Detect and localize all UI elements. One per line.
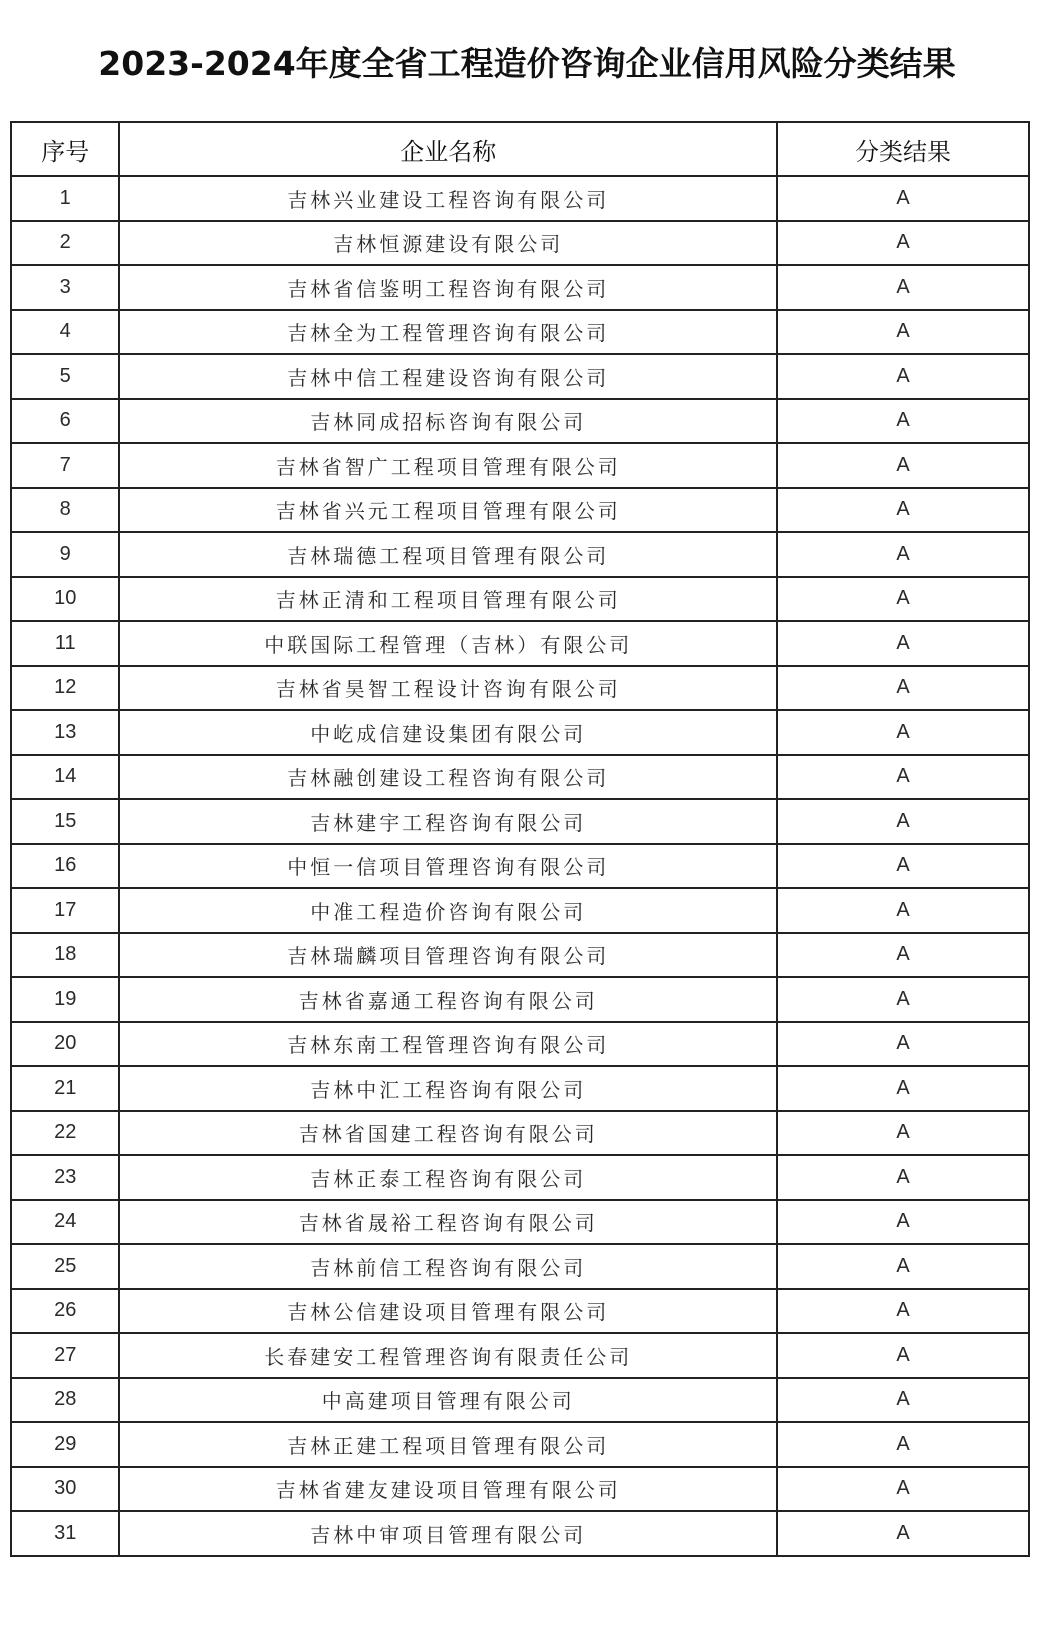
row-index: 17 (11, 888, 119, 933)
classification-result: A (777, 1467, 1029, 1512)
row-index: 5 (11, 354, 119, 399)
row-index: 6 (11, 399, 119, 444)
row-index: 18 (11, 933, 119, 978)
table-row (11, 933, 1029, 978)
table-row (11, 221, 1029, 266)
classification-table (10, 121, 1030, 1557)
company-name: 吉林同成招标咨询有限公司 (119, 399, 777, 444)
document-title: 2023-2024年度全省工程造价咨询企业信用风险分类结果 (98, 44, 956, 83)
classification-result: A (777, 1022, 1029, 1067)
classification-result: A (777, 1333, 1029, 1378)
row-index: 25 (11, 1244, 119, 1289)
classification-result: A (777, 1289, 1029, 1334)
table-row (11, 1467, 1029, 1512)
row-index: 9 (11, 532, 119, 577)
classification-result: A (777, 577, 1029, 622)
table-row (11, 1066, 1029, 1111)
header-index: 序号 (11, 122, 119, 176)
table-row (11, 621, 1029, 666)
company-name: 吉林中汇工程咨询有限公司 (119, 1066, 777, 1111)
table-row (11, 1333, 1029, 1378)
table-row (11, 844, 1029, 889)
row-index: 27 (11, 1333, 119, 1378)
table-header-row (11, 122, 1029, 176)
row-index: 13 (11, 710, 119, 755)
company-name: 中屹成信建设集团有限公司 (119, 710, 777, 755)
classification-result: A (777, 1422, 1029, 1467)
company-name: 吉林前信工程咨询有限公司 (119, 1244, 777, 1289)
row-index: 26 (11, 1289, 119, 1334)
classification-result: A (777, 399, 1029, 444)
company-name: 吉林省嘉通工程咨询有限公司 (119, 977, 777, 1022)
row-index: 24 (11, 1200, 119, 1245)
classification-result: A (777, 1244, 1029, 1289)
table-row (11, 577, 1029, 622)
classification-result: A (777, 1200, 1029, 1245)
table-row (11, 1422, 1029, 1467)
table-row (11, 1022, 1029, 1067)
row-index: 23 (11, 1155, 119, 1200)
table-row (11, 1155, 1029, 1200)
table-row (11, 1200, 1029, 1245)
classification-result: A (777, 1066, 1029, 1111)
classification-result: A (777, 621, 1029, 666)
classification-result: A (777, 977, 1029, 1022)
company-name: 吉林省建友建设项目管理有限公司 (119, 1467, 777, 1512)
company-name: 吉林省智广工程项目管理有限公司 (119, 443, 777, 488)
company-name: 吉林中信工程建设咨询有限公司 (119, 354, 777, 399)
row-index: 19 (11, 977, 119, 1022)
classification-result: A (777, 310, 1029, 355)
row-index: 3 (11, 265, 119, 310)
company-name: 吉林正泰工程咨询有限公司 (119, 1155, 777, 1200)
classification-result: A (777, 1378, 1029, 1423)
row-index: 15 (11, 799, 119, 844)
header-company-name: 企业名称 (119, 122, 777, 176)
row-index: 28 (11, 1378, 119, 1423)
table-body (11, 176, 1029, 1556)
company-name: 吉林省昊智工程设计咨询有限公司 (119, 666, 777, 711)
row-index: 29 (11, 1422, 119, 1467)
row-index: 12 (11, 666, 119, 711)
header-result: 分类结果 (777, 122, 1029, 176)
company-name: 吉林正建工程项目管理有限公司 (119, 1422, 777, 1467)
company-name: 吉林东南工程管理咨询有限公司 (119, 1022, 777, 1067)
table-row (11, 354, 1029, 399)
table-row (11, 710, 1029, 755)
company-name: 吉林省国建工程咨询有限公司 (119, 1111, 777, 1156)
row-index: 21 (11, 1066, 119, 1111)
classification-result: A (777, 221, 1029, 266)
row-index: 16 (11, 844, 119, 889)
row-index: 4 (11, 310, 119, 355)
classification-result: A (777, 443, 1029, 488)
company-name: 吉林中审项目管理有限公司 (119, 1511, 777, 1556)
row-index: 1 (11, 176, 119, 221)
table-row (11, 666, 1029, 711)
classification-result: A (777, 666, 1029, 711)
row-index: 22 (11, 1111, 119, 1156)
company-name: 吉林全为工程管理咨询有限公司 (119, 310, 777, 355)
row-index: 20 (11, 1022, 119, 1067)
row-index: 11 (11, 621, 119, 666)
classification-result: A (777, 488, 1029, 533)
company-name: 吉林省信鉴明工程咨询有限公司 (119, 265, 777, 310)
classification-result: A (777, 1511, 1029, 1556)
classification-result: A (777, 176, 1029, 221)
table-row (11, 399, 1029, 444)
table-row (11, 888, 1029, 933)
table-row (11, 1111, 1029, 1156)
company-name: 长春建安工程管理咨询有限责任公司 (119, 1333, 777, 1378)
table-row (11, 1244, 1029, 1289)
table-row (11, 265, 1029, 310)
row-index: 7 (11, 443, 119, 488)
company-name: 吉林瑞麟项目管理咨询有限公司 (119, 933, 777, 978)
classification-result: A (777, 354, 1029, 399)
classification-result: A (777, 799, 1029, 844)
row-index: 14 (11, 755, 119, 800)
company-name: 中高建项目管理有限公司 (119, 1378, 777, 1423)
table-row (11, 1511, 1029, 1556)
classification-result: A (777, 933, 1029, 978)
table-row (11, 310, 1029, 355)
table-row (11, 1289, 1029, 1334)
table-row (11, 488, 1029, 533)
company-name: 吉林恒源建设有限公司 (119, 221, 777, 266)
company-name: 吉林融创建设工程咨询有限公司 (119, 755, 777, 800)
company-name: 吉林兴业建设工程咨询有限公司 (119, 176, 777, 221)
classification-result: A (777, 265, 1029, 310)
classification-result: A (777, 532, 1029, 577)
table-row (11, 1378, 1029, 1423)
company-name: 吉林瑞德工程项目管理有限公司 (119, 532, 777, 577)
classification-result: A (777, 844, 1029, 889)
company-name: 吉林省兴元工程项目管理有限公司 (119, 488, 777, 533)
row-index: 2 (11, 221, 119, 266)
table-row (11, 532, 1029, 577)
classification-result: A (777, 755, 1029, 800)
row-index: 8 (11, 488, 119, 533)
company-name: 中准工程造价咨询有限公司 (119, 888, 777, 933)
classification-result: A (777, 710, 1029, 755)
table-row (11, 176, 1029, 221)
table-row (11, 799, 1029, 844)
table-row (11, 977, 1029, 1022)
table-row (11, 443, 1029, 488)
classification-result: A (777, 1111, 1029, 1156)
company-name: 中联国际工程管理（吉林）有限公司 (119, 621, 777, 666)
row-index: 31 (11, 1511, 119, 1556)
classification-result: A (777, 1155, 1029, 1200)
company-name: 吉林建宇工程咨询有限公司 (119, 799, 777, 844)
table-row (11, 755, 1029, 800)
company-name: 吉林公信建设项目管理有限公司 (119, 1289, 777, 1334)
company-name: 吉林正清和工程项目管理有限公司 (119, 577, 777, 622)
company-name: 吉林省晟裕工程咨询有限公司 (119, 1200, 777, 1245)
company-name: 中恒一信项目管理咨询有限公司 (119, 844, 777, 889)
row-index: 10 (11, 577, 119, 622)
classification-result: A (777, 888, 1029, 933)
row-index: 30 (11, 1467, 119, 1512)
